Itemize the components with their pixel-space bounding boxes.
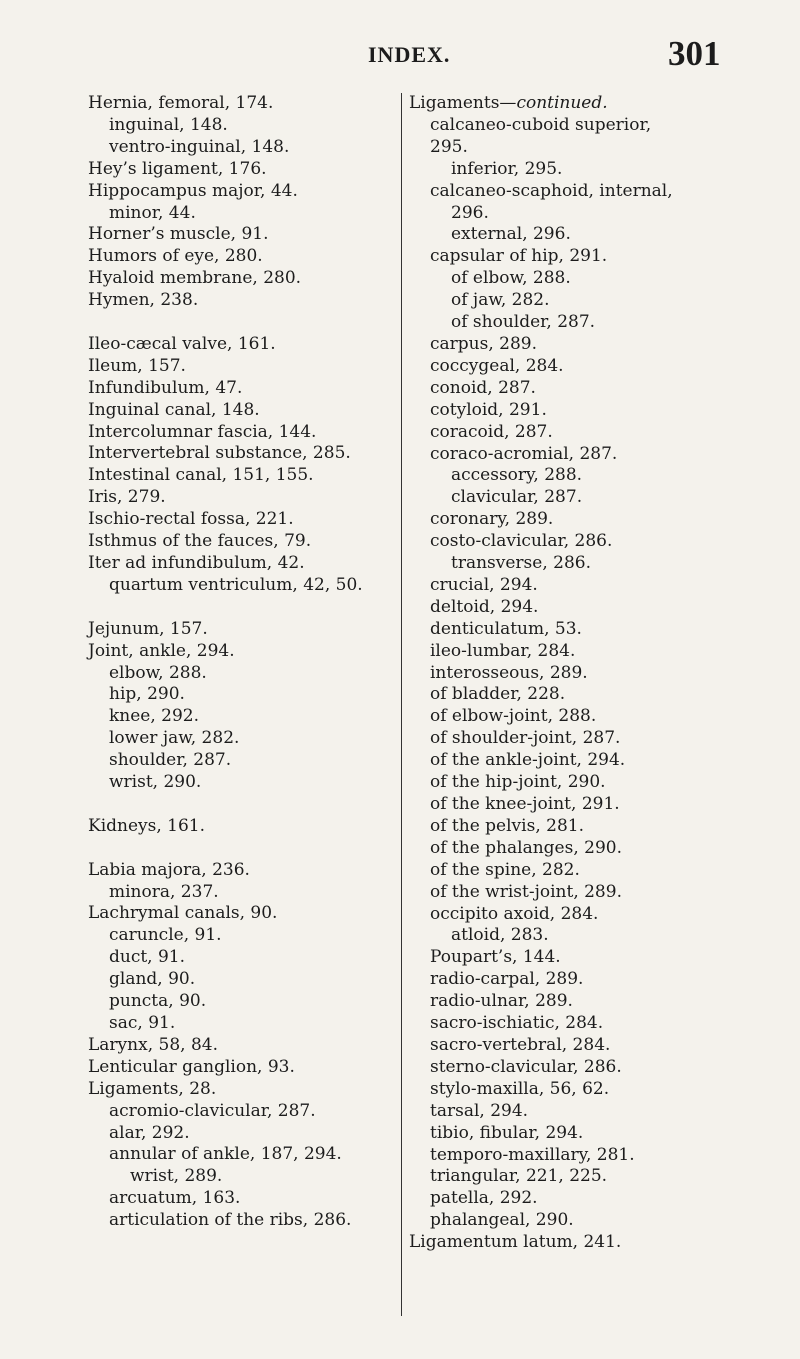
page-header bbox=[0, 34, 800, 78]
index-subentry: articulation of the ribs, 286. bbox=[109, 1210, 352, 1231]
index-subentry: of elbow-joint, 288. bbox=[430, 706, 597, 727]
continued-marker: continued. bbox=[516, 93, 608, 113]
index-entry: Ileum, 157. bbox=[88, 355, 186, 376]
index-subentry: of shoulder, 287. bbox=[451, 312, 596, 333]
index-subentry: minora, 237. bbox=[109, 881, 219, 902]
index-subentry: interosseous, 289. bbox=[430, 662, 588, 683]
index-entry: Larynx, 58, 84. bbox=[88, 1034, 218, 1055]
index-subentry: hip, 290. bbox=[109, 684, 185, 705]
index-subentry: triangular, 221, 225. bbox=[430, 1166, 608, 1187]
index-subentry: calcaneo-scaphoid, internal, bbox=[430, 180, 673, 201]
index-subentry: minor, 44. bbox=[109, 202, 196, 223]
index-subentry: 295. bbox=[430, 136, 468, 157]
index-subentry: wrist, 289. bbox=[130, 1166, 223, 1187]
index-subentry: 296. bbox=[451, 202, 489, 223]
continued-heading-main: Ligaments— bbox=[409, 93, 517, 113]
index-entry: Intestinal canal, 151, 155. bbox=[88, 465, 314, 486]
index-subentry: external, 296. bbox=[451, 224, 571, 245]
index-subentry: arcuatum, 163. bbox=[109, 1188, 241, 1209]
index-subentry: transverse, 286. bbox=[451, 553, 592, 574]
index-entry: Hey’s ligament, 176. bbox=[88, 158, 267, 179]
letter-group-gap bbox=[88, 794, 398, 816]
index-entry: Infundibulum, 47. bbox=[88, 377, 243, 398]
index-subentry: caruncle, 91. bbox=[109, 925, 222, 946]
index-entry: Ischio-rectal fossa, 221. bbox=[88, 509, 294, 530]
index-subentry: radio-carpal, 289. bbox=[430, 969, 584, 990]
index-subentry: of bladder, 228. bbox=[430, 684, 566, 705]
index-subentry: of the spine, 282. bbox=[430, 859, 580, 880]
index-entry: Kidneys, 161. bbox=[88, 815, 206, 836]
index-subentry: ileo-lumbar, 284. bbox=[430, 640, 576, 661]
index-entry: Hernia, femoral, 174. bbox=[88, 93, 274, 113]
index-subentry: patella, 292. bbox=[430, 1188, 538, 1209]
index-subentry: coraco-acromial, 287. bbox=[430, 443, 618, 464]
letter-group-gap bbox=[88, 312, 398, 334]
index-subentry: crucial, 294. bbox=[430, 574, 538, 595]
index-subentry: sac, 91. bbox=[109, 1013, 176, 1033]
index-entry: Jejunum, 157. bbox=[88, 618, 208, 639]
index-subentry: clavicular, 287. bbox=[451, 487, 583, 508]
index-subentry: inguinal, 148. bbox=[109, 114, 228, 135]
index-subentry: costo-clavicular, 286. bbox=[430, 531, 613, 552]
index-entry: Horner’s muscle, 91. bbox=[88, 224, 269, 245]
index-subentry: carpus, 289. bbox=[430, 333, 537, 354]
index-subentry: of the pelvis, 281. bbox=[430, 815, 584, 836]
index-subentry: quartum ventriculum, 42, 50. bbox=[109, 574, 363, 595]
index-subentry: of the wrist-joint, 289. bbox=[430, 881, 622, 902]
index-subentry: of jaw, 282. bbox=[451, 290, 550, 311]
index-subentry: coccygeal, 284. bbox=[430, 355, 564, 376]
index-subentry: duct, 91. bbox=[109, 947, 186, 968]
index-subentry: elbow, 288. bbox=[109, 662, 207, 683]
index-entry: Ileo-cæcal valve, 161. bbox=[88, 333, 276, 354]
continued-heading bbox=[409, 93, 749, 115]
index-subentry: coronary, 289. bbox=[430, 509, 554, 530]
index-entry: Hymen, 238. bbox=[88, 290, 199, 311]
index-subentry: occipito axoid, 284. bbox=[430, 903, 599, 924]
index-subentry: deltoid, 294. bbox=[430, 596, 539, 617]
index-subentry: of the ankle-joint, 294. bbox=[430, 750, 626, 771]
index-subentry: knee, 292. bbox=[109, 706, 200, 727]
index-subentry: tibio, fibular, 294. bbox=[430, 1122, 584, 1143]
index-subentry: of shoulder-joint, 287. bbox=[430, 728, 621, 749]
index-subentry: sacro-vertebral, 284. bbox=[430, 1034, 611, 1055]
index-subentry: of the knee-joint, 291. bbox=[430, 794, 620, 814]
index-entry: Ligamentum latum, 241. bbox=[409, 1232, 622, 1253]
index-entry: Inguinal canal, 148. bbox=[88, 399, 260, 420]
index-subentry: phalangeal, 290. bbox=[430, 1210, 574, 1231]
index-subentry: sterno-clavicular, 286. bbox=[430, 1056, 622, 1077]
letter-group-gap bbox=[88, 597, 398, 619]
index-subentry: lower jaw, 282. bbox=[109, 728, 240, 749]
index-entry: Isthmus of the fauces, 79. bbox=[88, 531, 312, 552]
index-subentry: capsular of hip, 291. bbox=[430, 246, 608, 267]
index-subentry: acromio-clavicular, 287. bbox=[109, 1100, 316, 1121]
index-entry: Hyaloid membrane, 280. bbox=[88, 268, 302, 289]
index-subentry: calcaneo-cuboid superior, bbox=[430, 114, 652, 135]
letter-group-gap bbox=[88, 838, 398, 860]
index-entry: Intercolumnar fascia, 144. bbox=[88, 421, 317, 442]
index-subentry: radio-ulnar, 289. bbox=[430, 991, 573, 1012]
index-entry: Intervertebral substance, 285. bbox=[88, 443, 351, 464]
index-subentry: wrist, 290. bbox=[109, 772, 202, 793]
index-subentry: atloid, 283. bbox=[451, 925, 549, 946]
index-entry: Ligaments, 28. bbox=[88, 1078, 217, 1099]
running-head-title: INDEX. bbox=[368, 42, 451, 67]
index-entry: Lachrymal canals, 90. bbox=[88, 903, 278, 924]
index-subentry: of the hip-joint, 290. bbox=[430, 772, 606, 793]
index-entry: Labia majora, 236. bbox=[88, 859, 250, 880]
index-subentry: ventro-inguinal, 148. bbox=[109, 136, 290, 157]
index-subentry: sacro-ischiatic, 284. bbox=[430, 1013, 604, 1034]
index-subentry: of the phalanges, 290. bbox=[430, 837, 622, 858]
index-subentry: tarsal, 294. bbox=[430, 1100, 529, 1121]
index-column-left bbox=[88, 93, 398, 1232]
index-entry: Hippocampus major, 44. bbox=[88, 180, 298, 201]
index-subentry: inferior, 295. bbox=[451, 158, 563, 179]
index-entry: Humors of eye, 280. bbox=[88, 246, 263, 267]
page-number: 301 bbox=[668, 34, 721, 73]
index-subentry: stylo-maxilla, 56, 62. bbox=[430, 1078, 610, 1099]
index-subentry: shoulder, 287. bbox=[109, 750, 232, 771]
index-subentry: of elbow, 288. bbox=[451, 268, 571, 289]
index-subentry: cotyloid, 291. bbox=[430, 399, 547, 420]
index-column-right bbox=[409, 93, 749, 1254]
index-subentry: temporo-maxillary, 281. bbox=[430, 1144, 635, 1165]
index-subentry: Poupart’s, 144. bbox=[430, 947, 561, 968]
index-subentry: gland, 90. bbox=[109, 969, 196, 990]
index-subentry: coracoid, 287. bbox=[430, 421, 553, 442]
column-divider bbox=[401, 93, 402, 1316]
index-entry: Iter ad infundibulum, 42. bbox=[88, 553, 305, 574]
index-subentry: alar, 292. bbox=[109, 1122, 190, 1143]
index-subentry: accessory, 288. bbox=[451, 465, 583, 486]
index-entry: Lenticular ganglion, 93. bbox=[88, 1056, 295, 1077]
index-subentry: puncta, 90. bbox=[109, 991, 207, 1012]
index-subentry: denticulatum, 53. bbox=[430, 618, 582, 639]
index-entry: Joint, ankle, 294. bbox=[88, 640, 235, 661]
index-entry: Iris, 279. bbox=[88, 487, 166, 508]
index-subentry: annular of ankle, 187, 294. bbox=[109, 1144, 342, 1165]
index-subentry: conoid, 287. bbox=[430, 377, 536, 398]
